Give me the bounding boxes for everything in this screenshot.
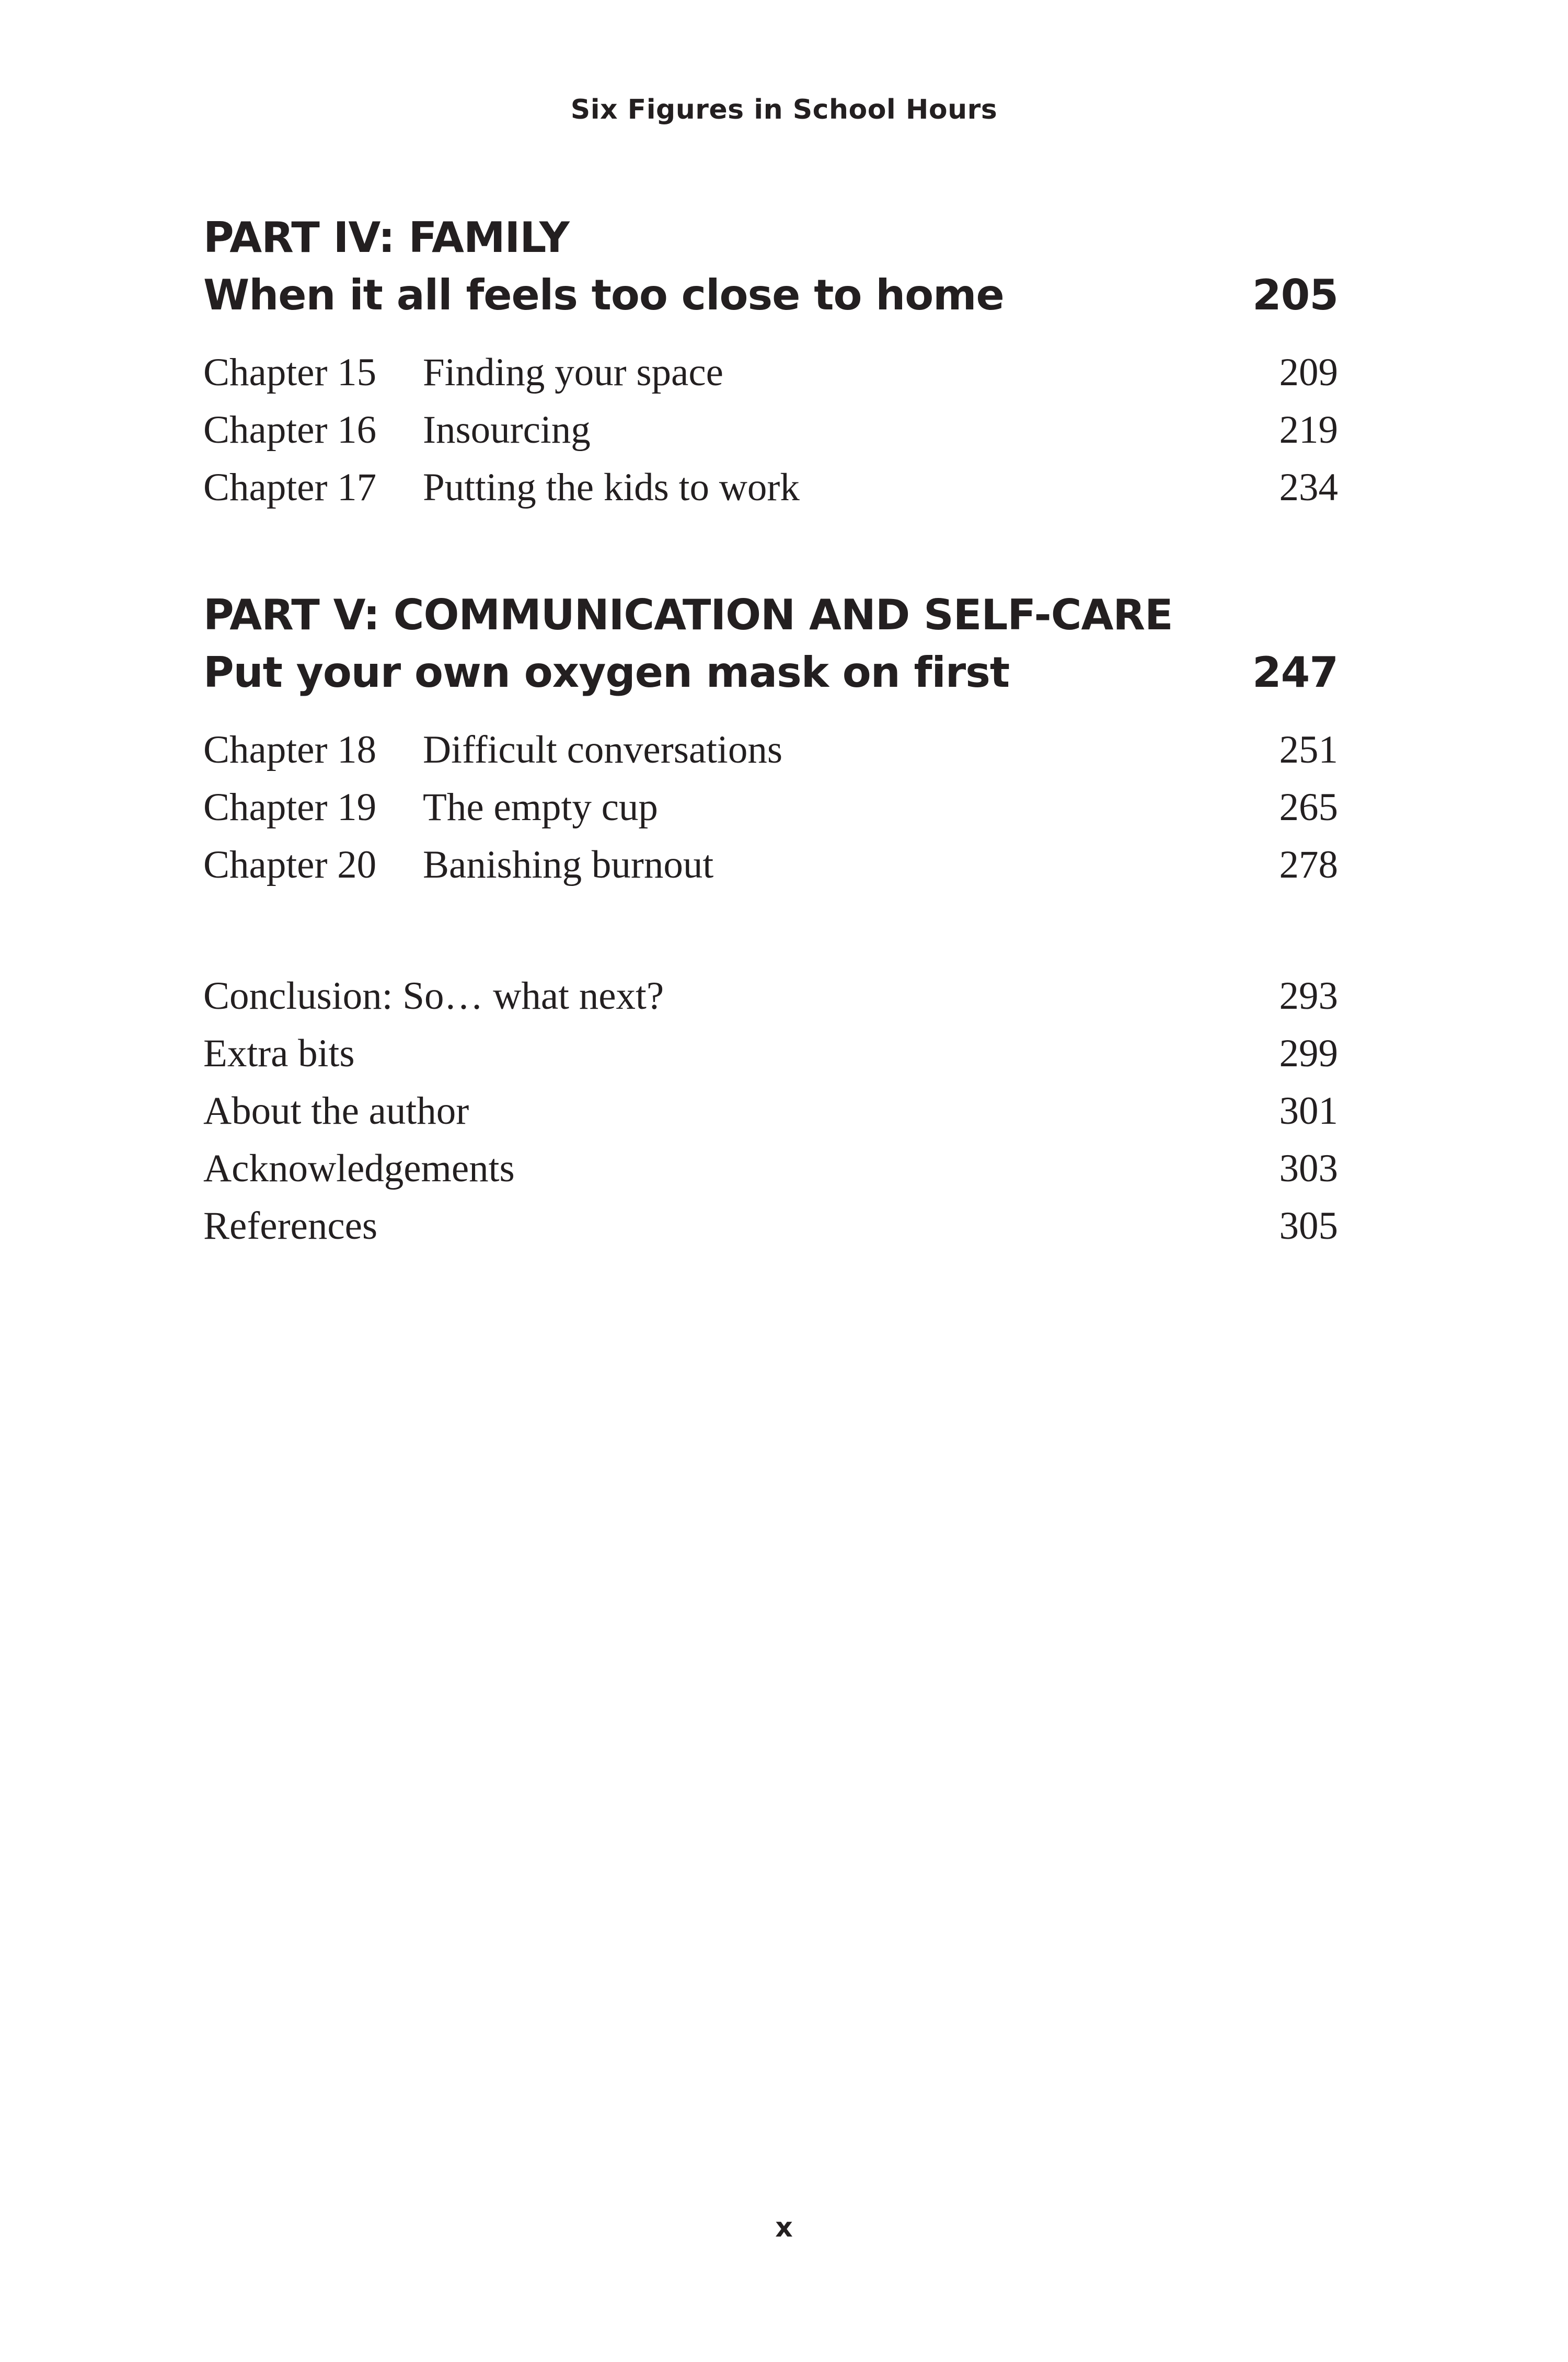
chapter-list [203,344,1338,516]
chapter-title: Banishing burnout [423,843,714,886]
chapter-page-number: 251 [1279,728,1338,771]
chapter-row [203,459,1338,516]
end-matter-title: About the author [203,1089,469,1133]
end-matter-title: Conclusion: So… what next? [203,974,664,1018]
end-matter-row [203,967,1338,1025]
part-label: PART IV: FAMILY [203,213,569,262]
part-label: PART V: COMMUNICATION AND SELF-CARE [203,591,1173,639]
chapter-page-number: 278 [1279,843,1338,886]
end-matter-page-number: 303 [1279,1147,1338,1190]
running-head: Six Figures in School Hours [570,94,998,125]
end-matter-list [203,967,1338,1255]
end-matter-row [203,1082,1338,1140]
part-page-number: 205 [1252,271,1338,319]
end-matter-title: References [203,1204,378,1248]
part-iv-section [203,209,1338,516]
chapter-row [203,721,1338,779]
chapter-number: Chapter 16 [203,408,377,452]
chapter-row [203,779,1338,836]
end-matter-title: Acknowledgements [203,1147,515,1190]
part-title: When it all feels too close to home [203,271,1004,319]
end-matter-page-number: 301 [1279,1089,1338,1133]
chapter-number: Chapter 19 [203,786,377,829]
part-page-number: 247 [1252,648,1338,697]
chapter-title: Putting the kids to work [423,466,800,509]
part-title-row [203,644,1338,701]
chapter-title: Insourcing [423,408,591,452]
chapter-number: Chapter 15 [203,351,377,394]
chapter-page-number: 265 [1279,786,1338,829]
part-title-row [203,267,1338,324]
chapter-row [203,836,1338,894]
chapter-title: Difficult conversations [423,728,783,771]
chapter-title: Finding your space [423,351,723,394]
chapter-page-number: 219 [1279,408,1338,452]
chapter-row [203,401,1338,459]
end-matter-row [203,1025,1338,1082]
part-v-section [203,586,1338,894]
chapter-number: Chapter 20 [203,843,377,886]
part-title: Put your own oxygen mask on first [203,648,1010,697]
chapter-title: The empty cup [423,786,658,829]
end-matter-row [203,1140,1338,1197]
page-folio: x [775,2212,793,2243]
chapter-number: Chapter 17 [203,466,377,509]
chapter-page-number: 234 [1279,466,1338,509]
chapter-page-number: 209 [1279,351,1338,394]
chapter-list [203,721,1338,894]
end-matter-page-number: 293 [1279,974,1338,1018]
chapter-row [203,344,1338,401]
end-matter-row [203,1197,1338,1255]
end-matter-page-number: 305 [1279,1204,1338,1248]
end-matter-title: Extra bits [203,1032,355,1075]
end-matter-page-number: 299 [1279,1032,1338,1075]
chapter-number: Chapter 18 [203,728,377,771]
